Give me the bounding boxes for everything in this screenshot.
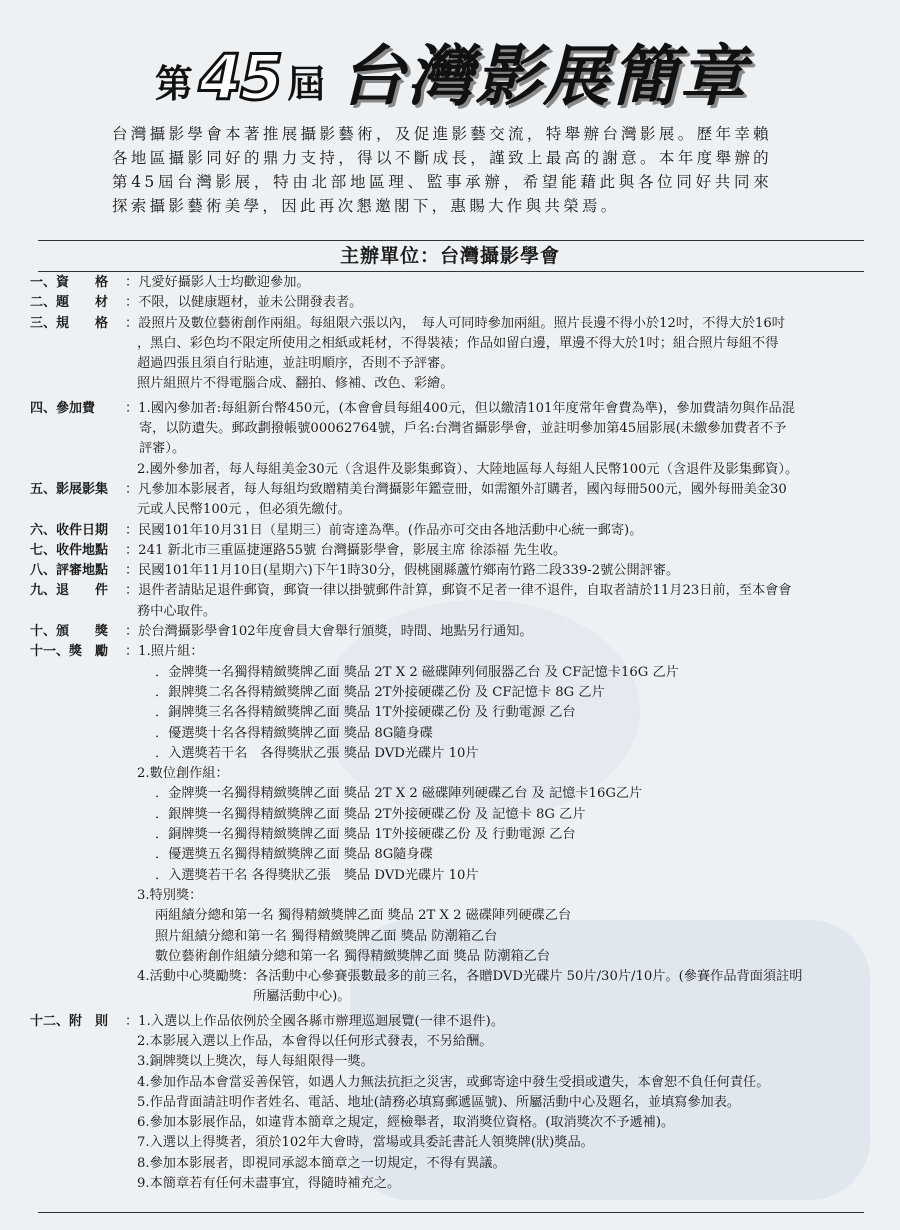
award-item: ．銀牌獎二名各得精緻獎牌乙面 獎品 2T外接硬碟乙份 及 CF記憶卡 8G 乙片 — [155, 684, 605, 700]
section-text: ：設照片及數位藝術創作兩組。每組限六張以內， 每人可同時參加兩組。照片長邊不得小於12吋，不得大於16吋 — [125, 315, 785, 331]
section-label: 七、收件地點 — [30, 542, 109, 558]
title-number: 45 — [198, 41, 282, 114]
section-judging — [30, 561, 864, 581]
appendix-item: 3.銅牌獎以上獎次，每人每組限得一獎。 — [137, 1054, 374, 1070]
section-text: ：凡愛好攝影人士均歡迎參加。 — [125, 275, 310, 290]
section-subject — [30, 293, 864, 313]
section-text: ：1.國內參加者:每組新台幣450元，(本會會員每組400元，但以繳清101年度常年會費為準)，參加費請勿與作品混 — [125, 400, 795, 416]
award-item: ．優選獎十名各得精緻獎牌乙面 獎品 8G隨身碟 — [155, 725, 433, 741]
intro-paragraph: 台灣攝影學會本著推展攝影藝術，及促進影藝交流，特舉辦台灣影展。歷年幸賴各地區攝影同好的鼎力支持，得以不斷成長，謹致上最高的謝意。本年度舉辦的第45屆台灣影展，特由北部地區理、監事承辦，希望能藉此與各位同好共同來探索攝影藝術美學，因此再次懇邀閣下，惠賜大作與共榮焉。 — [112, 125, 772, 215]
appendix-item: ：1.入選以上作品依例於全國各縣市辦理巡迴展覽(一律不退件)。 — [125, 1013, 504, 1029]
section-label: 八、評審地點 — [30, 563, 109, 579]
award-item: ．銅牌獎一名獨得精緻獎牌乙面 獎品 1T外接硬碟乙份 及 行動電源 乙台 — [155, 827, 576, 843]
award-item: ．入選獎若干名 各得獎狀乙張 獎品 DVD光碟片 10片 — [155, 867, 479, 883]
section-appendix — [30, 1012, 864, 1195]
section-label: 九、退 件 — [30, 583, 109, 599]
section-ceremony — [30, 622, 864, 642]
section-entry-fee — [30, 399, 864, 480]
award-item: ．金牌獎一名獨得精緻獎牌乙面 獎品 2T X 2 磁碟陣列伺服器乙台 及 CF記憶卡16G 乙片 — [155, 664, 679, 680]
section-label: 二、題 材 — [30, 295, 109, 311]
section-label: 一、資 格 — [30, 275, 109, 290]
section-label: 十二、附 則 — [30, 1013, 109, 1029]
appendix-item: 9.本簡章若有任何未盡事宜，得隨時補充之。 — [137, 1176, 401, 1192]
section-text: ：民國101年11月10日(星期六)下午1時30分，假桃園縣蘆竹鄉南竹路二段339-2號公開評審。 — [125, 563, 680, 579]
section-text: 寄，以防遺失。郵政劃撥帳號00062764號，戶名:台灣省攝影學會，並註明參加第45屆影展(未繳參加費者不予 — [139, 421, 787, 437]
award-group-center-note: 所屬活動中心)。 — [253, 989, 351, 1005]
title-suffix: 屆 — [287, 62, 326, 106]
award-group-digital: 2.數位創作組： — [137, 766, 229, 782]
section-text: 2.國外參加者，每人每組美金30元（含退件及影集郵資）、大陸地區每人每組人民幣100元（含退件及影集郵資）。 — [137, 461, 799, 477]
section-deadline — [30, 521, 864, 541]
award-item: ．入選獎若干名 各得獎狀乙張 獎品 DVD光碟片 10片 — [155, 745, 479, 761]
section-text: ：於台灣攝影學會102年度會員大會舉行頒獎，時間、地點另行通知。 — [125, 624, 533, 640]
section-text: ：凡參加本影展者，每人每組均致贈精美台灣攝影年鑑壹冊，如需額外訂購者，國內每冊500元，國外每冊美金30 — [125, 481, 787, 497]
section-text: 照片組照片不得電腦合成、翻拍、修補、改色、彩繪。 — [137, 376, 454, 392]
award-item: 數位藝術創作組績分總和第一名 獨得精緻獎牌乙面 獎品 防潮箱乙台 — [155, 948, 551, 964]
page-title — [0, 28, 900, 118]
award-item: ．優選獎五名獨得精緻獎牌乙面 獎品 8G隨身碟 — [155, 847, 433, 863]
appendix-item: 4.參加作品本會當妥善保管，如遇人力無法抗拒之災害，或郵寄途中發生受損或遺失，本會恕不負任何責任。 — [137, 1074, 770, 1090]
award-group-special: 3.特別獎： — [137, 887, 203, 903]
appendix-item: 2.本影展入選以上作品，本會得以任何形式發表，不另給酬。 — [137, 1033, 493, 1049]
section-return — [30, 581, 864, 622]
section-label: 六、收件日期 — [30, 522, 109, 538]
appendix-item: 7.入選以上得獎者，須於102年大會時，當場或具委託書託人領獎牌(狀)獎品。 — [137, 1135, 594, 1151]
section-text: ：241 新北市三重區捷運路55號 台灣攝影學會，影展主席 徐添福 先生收。 — [125, 542, 567, 558]
award-item: 兩組績分總和第一名 獨得精緻獎牌乙面 獎品 2T X 2 磁碟陣列硬碟乙台 — [155, 908, 572, 924]
award-item: ．金牌獎一名獨得精緻獎牌乙面 獎品 2T X 2 磁碟陣列硬碟乙台 及 記憶卡16G乙片 — [155, 786, 643, 802]
section-text: ：不限，以健康題材，並未公開發表者。 — [125, 295, 363, 311]
section-text: ，黑白、彩色均不限定所使用之相紙或耗材，不得裝裱；作品如留白邊，單邊不得大於1吋；組合照片每組不得 — [137, 335, 779, 351]
organizer-heading: 主辦單位：台灣攝影學會 — [339, 245, 560, 267]
title-main: 台灣影展簡章 — [339, 38, 748, 115]
divider-bottom — [38, 271, 864, 272]
section-text: 務中心取件。 — [137, 603, 217, 619]
section-text: ：退件者請貼足退件郵資，郵資一律以掛號郵件計算，郵資不足者一律不退件，自取者請於11月23日前，至本會會 — [125, 583, 792, 599]
section-text: 評審）。 — [139, 441, 186, 457]
section-label: 五、影展影集 — [30, 481, 109, 497]
section-label: 三、規 格 — [30, 315, 109, 331]
section-label: 四、參加費 — [30, 400, 96, 416]
section-label: 十一、獎 勵 — [30, 644, 109, 660]
section-address — [30, 541, 864, 561]
section-text: ：民國101年10月31日（星期三）前寄達為準。(作品亦可交由各地活動中心統一郵寄)。 — [125, 522, 643, 538]
title-prefix: 第 — [154, 62, 193, 106]
award-item: 照片組績分總和第一名 獨得精緻獎牌乙面 獎品 防潮箱乙台 — [155, 928, 498, 944]
section-awards — [30, 642, 864, 1007]
award-item: ．銀牌獎一名獨得精緻獎牌乙面 獎品 2T外接硬碟乙份 及 記憶卡 8G 乙片 — [155, 806, 586, 822]
section-album — [30, 480, 864, 521]
rules-list — [30, 273, 864, 1194]
award-group-photo: ：1.照片組： — [125, 644, 204, 660]
section-label: 十、頒 獎 — [30, 624, 109, 640]
award-group-center: 4.活動中心獎勵獎：各活動中心參賽張數最多的前三名，各贈DVD光碟片 50片/30片/10片。(參賽作品背面須註明 — [137, 969, 803, 985]
appendix-item: 6.參加本影展作品，如違背本簡章之規定，經檢舉者，取消獎位資格。(取消獎次不予遞補)。 — [137, 1115, 675, 1131]
section-specification — [30, 314, 864, 395]
section-text: 超過四張且須自行貼連，並註明順序，否則不予評審。 — [137, 356, 454, 372]
award-item: ．銅牌獎三名各得精緻獎牌乙面 獎品 1T外接硬碟乙份 及 行動電源 乙台 — [155, 705, 576, 721]
appendix-item: 8.參加本影展者，即視同承認本簡章之一切規定，不得有異議。 — [137, 1155, 506, 1171]
section-text: 元或人民幣100元 ，但必須先繳付。 — [137, 502, 351, 518]
divider-end — [38, 1212, 864, 1213]
appendix-item: 5.作品背面請註明作者姓名、電話、地址(請務必填寫郵遞區號)、所屬活動中心及題名，並填寫參加表。 — [137, 1094, 741, 1110]
section-eligibility — [30, 273, 864, 293]
